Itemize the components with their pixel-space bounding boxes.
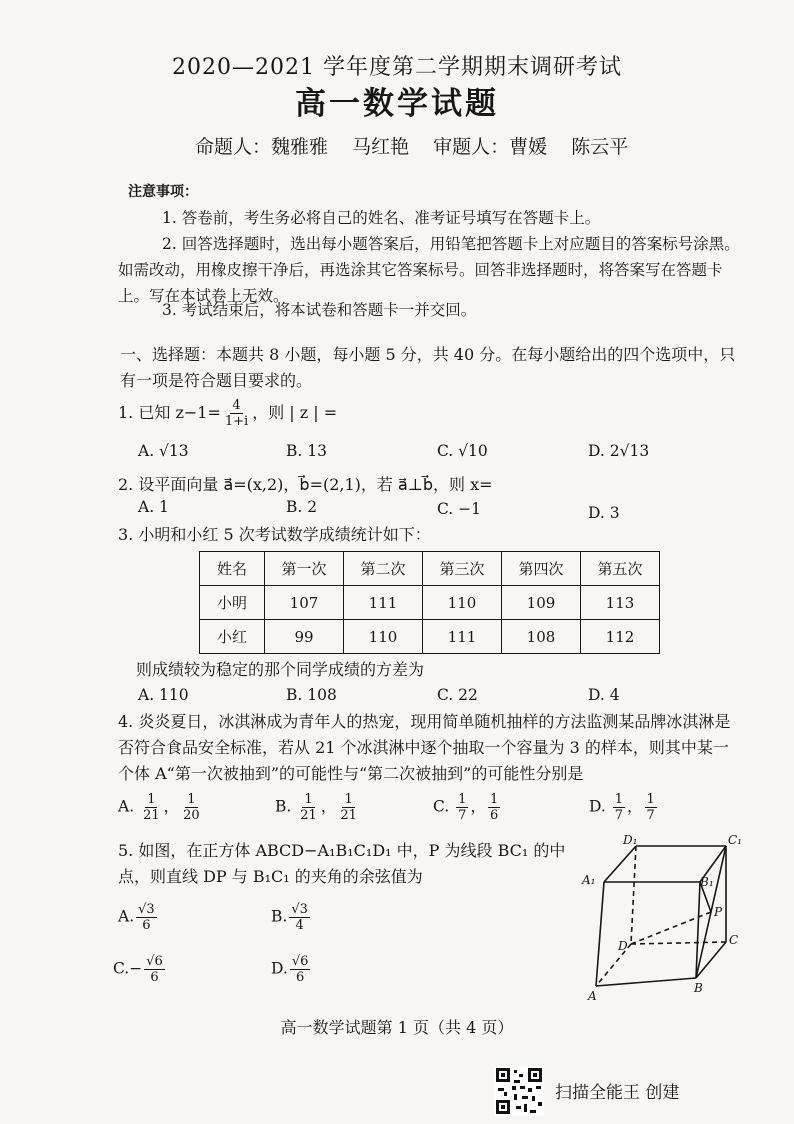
- q3-option-d: D. 4: [588, 686, 620, 704]
- author-2: 马红艳: [352, 136, 410, 158]
- fraction: [141, 792, 162, 823]
- q5-option-c: [113, 954, 167, 985]
- cube-figure: [576, 826, 746, 1006]
- q1-option-b: B. 13: [286, 442, 327, 460]
- table-header-cell: 姓名: [200, 552, 265, 586]
- q3-option-c: C. 22: [437, 686, 478, 704]
- table-row: [200, 586, 660, 620]
- option-label: D.: [589, 797, 606, 816]
- fraction: [645, 792, 657, 823]
- q5-option-b: [271, 902, 312, 933]
- option-label: A.: [118, 907, 135, 926]
- q5-option-d: [271, 954, 312, 985]
- table-header-row: [200, 552, 660, 586]
- table-cell: 111: [344, 586, 423, 620]
- fraction-denominator: 7: [614, 808, 624, 823]
- notice-item-1: 1. 答卷前，考生务必将自己的姓名、准考证号填写在答题卡上。: [162, 209, 601, 227]
- fraction-numerator: 1: [646, 792, 655, 807]
- q4-option-d: D. $\frac{1}{7}$ ， $\frac{1}{7}$: [589, 792, 655, 823]
- notice-item-3: 3. 考试结束后，将本试卷和答题卡一并交回。: [162, 301, 477, 319]
- option-sign: −: [129, 959, 143, 978]
- fraction: [290, 954, 311, 985]
- question-3-stem: 3. 小明和小红 5 次考试数学成绩统计如下：: [118, 525, 431, 544]
- question-2-stem: 2. 设平面向量 a⃗=(x,2)，b⃗=(2,1)，若 a⃗⊥b⃗，则 x=: [118, 475, 493, 494]
- label-p: P: [714, 905, 723, 919]
- label-b1: B₁: [700, 875, 714, 889]
- fraction: [298, 792, 319, 823]
- fraction-numerator: 1: [344, 792, 353, 807]
- q1-option-a: A. √13: [138, 442, 189, 460]
- cube-edge: [596, 882, 604, 986]
- q1-stem-part: 1. 已知 z−1=: [118, 403, 221, 422]
- q2-option-d: D. 3: [588, 504, 620, 522]
- fraction-denominator: 7: [646, 808, 655, 823]
- qr-code-icon: [494, 1066, 544, 1116]
- label-b: B: [694, 981, 703, 995]
- fraction-denominator: 4: [295, 918, 304, 933]
- segment-dp: [631, 912, 711, 944]
- fraction-numerator: 1: [458, 792, 467, 807]
- notice-title: 注意事项：: [128, 184, 198, 200]
- fraction-numerator: 1: [489, 792, 499, 807]
- fraction-numerator: 1: [614, 792, 624, 807]
- question-5-stem: 5. 如图，在正方体 ABCD−A₁B₁C₁D₁ 中，P 为线段 BC₁ 的中点，则直线 DP 与 B₁C₁ 的夹角的余弦值为: [118, 841, 566, 886]
- table-cell: 108: [502, 620, 581, 654]
- option-label: D.: [271, 959, 288, 978]
- table-header-cell: 第二次: [344, 552, 423, 586]
- fraction: [181, 792, 202, 823]
- fraction-denominator: 7: [458, 808, 467, 823]
- label-d: D: [618, 939, 628, 953]
- table-header-cell: 第一次: [265, 552, 344, 586]
- label-c1: C₁: [728, 833, 742, 847]
- q3-option-b: B. 108: [286, 686, 337, 704]
- q4-option-b: B. $\frac{1}{21}$ ， $\frac{1}{21}$: [275, 792, 357, 823]
- fraction-numerator: √3: [291, 902, 308, 917]
- table-cell: 小红: [200, 620, 265, 654]
- fraction: [289, 902, 310, 933]
- fraction-numerator: 4: [232, 398, 241, 413]
- table-row: [200, 620, 660, 654]
- q2-option-c: C. −1: [437, 500, 482, 518]
- table-header-cell: 第三次: [423, 552, 502, 586]
- fraction-numerator: 1: [187, 792, 196, 807]
- fraction-denominator: 21: [143, 808, 160, 823]
- fraction-numerator: 1: [304, 792, 313, 807]
- q2-option-a: A. 1: [138, 498, 169, 516]
- label-d1: D₁: [623, 833, 638, 847]
- notice-item-2: 2. 回答选择题时，选出每小题答案后，用铅笔把答题卡上对应题目的答案标号涂黑。如需改动，用橡皮擦干净后，再选涂其它答案标号。回答非选择题时，将答案写在答题卡上。写在本试卷上无效。: [118, 235, 740, 305]
- q5-option-a: [118, 902, 159, 933]
- cube-edge: [596, 978, 696, 986]
- fraction-denominator: 6: [295, 970, 305, 985]
- option-label: A.: [118, 797, 135, 816]
- fraction-denominator: 21: [340, 808, 357, 823]
- question-1-stem: [118, 398, 337, 429]
- label-a1: A₁: [582, 873, 596, 887]
- option-label: C.: [113, 959, 130, 978]
- table-cell: 113: [581, 586, 660, 620]
- fraction-numerator: √3: [138, 902, 155, 917]
- page-footer: 高一数学试题第 1 页（共 4 页）: [280, 1018, 514, 1037]
- q2-option-b: B. 2: [286, 498, 318, 516]
- table-cell: 107: [265, 586, 344, 620]
- reviewer-2: 陈云平: [571, 136, 629, 158]
- fraction-denominator: 6: [489, 808, 499, 823]
- author-1: 命题人：魏雅雅: [195, 136, 329, 158]
- fraction: [144, 954, 165, 985]
- fraction: [456, 792, 468, 823]
- label-c: C: [729, 933, 739, 947]
- page-title: 高一数学试题: [295, 86, 499, 122]
- label-a: A: [588, 989, 597, 1003]
- q4-option-c: C. $\frac{1}{7}$ ， $\frac{1}{6}$: [433, 792, 499, 823]
- fraction-denominator: 1+i: [224, 414, 249, 429]
- q1-option-c: C. √10: [437, 442, 488, 460]
- q3-option-a: A. 110: [138, 686, 189, 704]
- authors-line: [195, 132, 646, 159]
- fraction-denominator: 6: [150, 970, 159, 985]
- q1-fraction: [223, 398, 250, 429]
- fraction-denominator: 6: [142, 918, 151, 933]
- question-3-stem-2: 则成绩较为稳定的那个同学成绩的方差为: [136, 660, 425, 679]
- hidden-edge: [631, 846, 636, 944]
- exam-header-line: 2020—2021 学年度第二学期期末调研考试: [172, 55, 622, 80]
- table-cell: 110: [344, 620, 423, 654]
- table-cell: 小明: [200, 586, 265, 620]
- table-header-cell: 第四次: [502, 552, 581, 586]
- q1-option-d: D. 2√13: [588, 442, 650, 460]
- option-label: B.: [271, 907, 288, 926]
- question-4-stem: 4. 炎炎夏日，冰淇淋成为青年人的热宠，现用简单随机抽样的方法监测某品牌冰淇淋是否符合食品安全标准，若从 21 个冰淇淋中逐个抽取一个容量为 3 的样本，则其中某一个体 A“第一次被抽到”的可能性与“第二次被抽到”的可能性分别是: [118, 712, 731, 783]
- table-header-cell: 第五次: [581, 552, 660, 586]
- table-cell: 109: [502, 586, 581, 620]
- fraction: [613, 792, 625, 823]
- table-cell: 110: [423, 586, 502, 620]
- q1-stem-part: ，则 | z | =: [252, 403, 338, 422]
- section-heading: 一、选择题：本题共 8 小题，每小题 5 分，共 40 分。在每小题给出的四个选项中，只有一项是符合题目要求的。: [120, 345, 736, 390]
- table-cell: 111: [423, 620, 502, 654]
- fraction: [136, 902, 157, 933]
- fraction-numerator: √6: [146, 954, 163, 969]
- option-label: B.: [275, 797, 292, 816]
- fraction-numerator: 1: [147, 792, 156, 807]
- fraction: [338, 792, 359, 823]
- reviewer-1: 审题人：曹媛: [433, 136, 548, 158]
- scanner-watermark: 扫描全能王 创建: [555, 1083, 680, 1103]
- q4-option-a: A. $\frac{1}{21}$ ， $\frac{1}{20}$: [118, 792, 200, 823]
- cube-edge: [604, 846, 636, 882]
- option-label: C.: [433, 797, 450, 816]
- fraction-denominator: 21: [300, 808, 317, 823]
- table-cell: 112: [581, 620, 660, 654]
- fraction: [488, 792, 500, 823]
- fraction-numerator: √6: [291, 954, 309, 969]
- scores-table: [199, 551, 660, 654]
- table-cell: 99: [265, 620, 344, 654]
- fraction-denominator: 20: [183, 808, 200, 823]
- hidden-edge: [631, 942, 726, 944]
